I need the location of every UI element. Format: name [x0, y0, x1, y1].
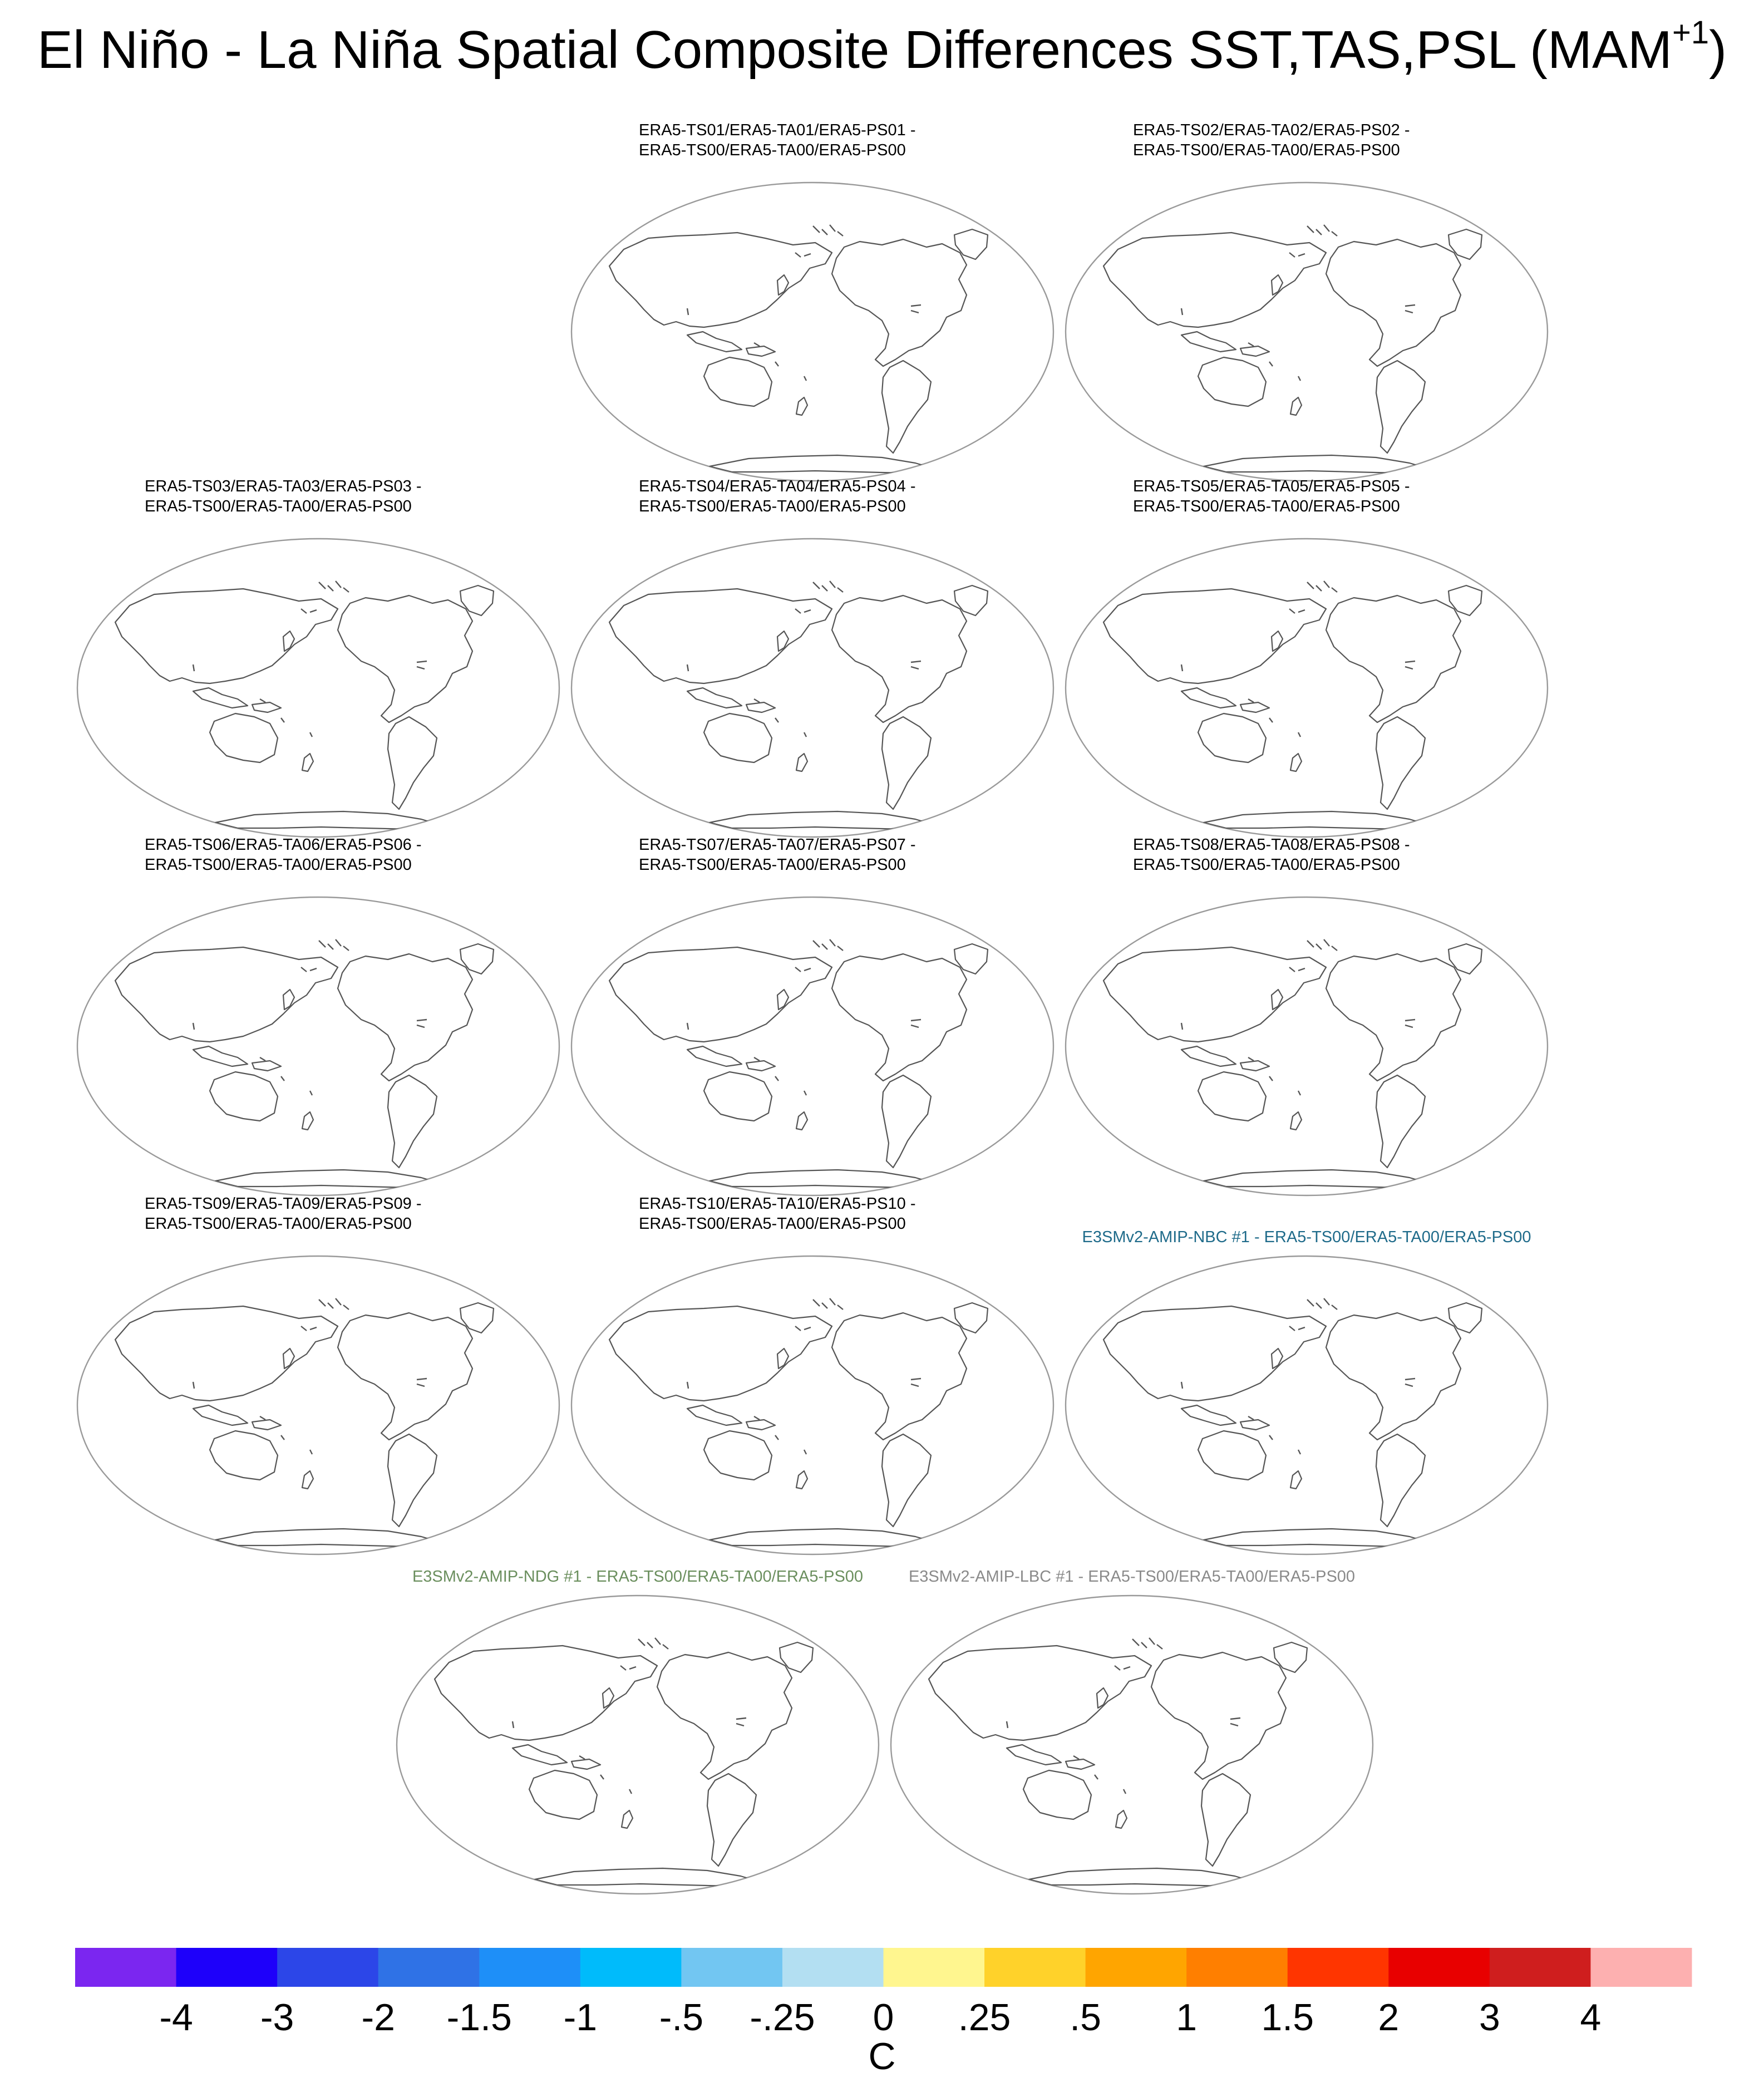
- colorbar-units-label: C: [868, 2035, 896, 2078]
- map-ts10: [570, 1255, 1055, 1556]
- panel-title-ts09: [145, 1194, 422, 1234]
- colorbar-tick-label: -1.5: [446, 1996, 512, 2039]
- panel-title-line1: ERA5-TS06/ERA5-TA06/ERA5-PS06 -: [145, 836, 422, 854]
- colorbar-segment: [1388, 1948, 1490, 1987]
- map-ts05: [1065, 538, 1549, 838]
- colorbar-tick-label: -1: [563, 1996, 598, 2039]
- panel-title-line2: ERA5-TS00/ERA5-TA00/ERA5-PS00: [639, 856, 906, 874]
- panel-title-line1: E3SMv2-AMIP-LBC #1 - ERA5-TS00/ERA5-TA00/ERA5-PS00: [908, 1568, 1356, 1586]
- panel-title-line2: ERA5-TS00/ERA5-TA00/ERA5-PS00: [145, 1215, 412, 1233]
- panel-title-line1: ERA5-TS02/ERA5-TA02/ERA5-PS02 -: [1133, 121, 1410, 139]
- panel-title-line2: ERA5-TS00/ERA5-TA00/ERA5-PS00: [639, 498, 906, 515]
- colorbar-tick-label: 4: [1580, 1996, 1602, 2039]
- page-title-end: ): [1709, 20, 1727, 80]
- colorbar-segment: [681, 1948, 782, 1987]
- colorbar-tick-label: .25: [958, 1996, 1011, 2039]
- page-title-main: El Niño - La Niña Spatial Composite Differences SST,TAS,PSL (MAM: [37, 20, 1672, 80]
- colorbar-segment: [984, 1948, 1086, 1987]
- page-title: [0, 14, 1764, 83]
- panel-title-line1: ERA5-TS01/ERA5-TA01/ERA5-PS01 -: [639, 121, 916, 139]
- colorbar-tick-label: -2: [361, 1996, 395, 2039]
- panel-title-ts03: [145, 476, 422, 516]
- panel-title-ts07: [639, 835, 916, 875]
- map-boundary: [1066, 1256, 1548, 1554]
- panel-title-line2: ERA5-TS00/ERA5-TA00/ERA5-PS00: [639, 1215, 906, 1233]
- map-boundary: [77, 539, 559, 837]
- colorbar-segment: [176, 1948, 278, 1987]
- colorbar-segment: [1186, 1948, 1288, 1987]
- map-ndg: [396, 1594, 880, 1895]
- colorbar-tick-label: 2: [1378, 1996, 1400, 2039]
- map-boundary: [1066, 897, 1548, 1195]
- map-ts09: [76, 1255, 560, 1556]
- colorbar-tick-label: 0: [873, 1996, 894, 2039]
- colorbar-tick-label: -3: [260, 1996, 294, 2039]
- panel-title-line2: ERA5-TS00/ERA5-TA00/ERA5-PS00: [1133, 856, 1400, 874]
- map-boundary: [571, 539, 1053, 837]
- panel-title-line1: ERA5-TS08/ERA5-TA08/ERA5-PS08 -: [1133, 836, 1410, 854]
- colorbar-tick-label: -.25: [750, 1996, 815, 2039]
- panel-title-line1: ERA5-TS04/ERA5-TA04/ERA5-PS04 -: [639, 478, 916, 495]
- colorbar-tick-label: 1.5: [1261, 1996, 1314, 2039]
- colorbar-tick-label: 3: [1479, 1996, 1500, 2039]
- map-boundary: [571, 897, 1053, 1195]
- colorbar-segment: [378, 1948, 480, 1987]
- map-ts07: [570, 896, 1055, 1197]
- panel-title-nbc: [1082, 1227, 1531, 1247]
- colorbar-tick-label: -4: [159, 1996, 193, 2039]
- map-boundary: [397, 1596, 879, 1894]
- panel-title-ts04: [639, 476, 916, 516]
- panel-title-line2: ERA5-TS00/ERA5-TA00/ERA5-PS00: [145, 856, 412, 874]
- colorbar-segment: [1086, 1948, 1187, 1987]
- panel-title-line2: ERA5-TS00/ERA5-TA00/ERA5-PS00: [1133, 141, 1400, 159]
- map-boundary: [1066, 183, 1548, 481]
- panel-title-line1: ERA5-TS09/ERA5-TA09/ERA5-PS09 -: [145, 1195, 422, 1213]
- map-ts02: [1065, 181, 1549, 482]
- panel-title-line1: E3SMv2-AMIP-NDG #1 - ERA5-TS00/ERA5-TA00/ERA5-PS00: [412, 1568, 864, 1586]
- map-ts08: [1065, 896, 1549, 1197]
- panel-title-ndg: [412, 1567, 863, 1587]
- colorbar-segment: [277, 1948, 378, 1987]
- map-boundary: [571, 1256, 1053, 1554]
- panel-title-ts02: [1133, 120, 1410, 160]
- map-boundary: [77, 897, 559, 1195]
- panel-title-line2: ERA5-TS00/ERA5-TA00/ERA5-PS00: [639, 141, 906, 159]
- panel-title-line1: ERA5-TS03/ERA5-TA03/ERA5-PS03 -: [145, 478, 422, 495]
- panel-title-ts06: [145, 835, 422, 875]
- map-boundary: [571, 183, 1053, 481]
- colorbar-segment: [1590, 1948, 1692, 1987]
- colorbar-segment: [479, 1948, 580, 1987]
- map-nbc: [1065, 1255, 1549, 1556]
- page-title-superscript: +1: [1672, 14, 1709, 51]
- panel-title-ts10: [639, 1194, 916, 1234]
- colorbar-tick-label: -.5: [659, 1996, 704, 2039]
- colorbar-tick-label: .5: [1070, 1996, 1101, 2039]
- panel-title-line1: ERA5-TS05/ERA5-TA05/ERA5-PS05 -: [1133, 478, 1410, 495]
- colorbar-segment: [782, 1948, 884, 1987]
- map-lbc: [890, 1594, 1374, 1895]
- panel-title-line1: ERA5-TS07/ERA5-TA07/ERA5-PS07 -: [639, 836, 916, 854]
- panel-title-lbc: [909, 1567, 1355, 1587]
- colorbar-segment: [1288, 1948, 1389, 1987]
- panel-title-ts05: [1133, 476, 1410, 516]
- panel-title-line2: ERA5-TS00/ERA5-TA00/ERA5-PS00: [145, 498, 412, 515]
- colorbar-segment: [884, 1948, 985, 1987]
- map-ts03: [76, 538, 560, 838]
- map-ts04: [570, 538, 1055, 838]
- map-boundary: [1066, 539, 1548, 837]
- panel-title-line2: ERA5-TS00/ERA5-TA00/ERA5-PS00: [1133, 498, 1400, 515]
- panel-title-ts01: [639, 120, 916, 160]
- panel-title-line1: ERA5-TS10/ERA5-TA10/ERA5-PS10 -: [639, 1195, 916, 1213]
- colorbar-tick-label: 1: [1176, 1996, 1198, 2039]
- map-ts01: [570, 181, 1055, 482]
- map-boundary: [77, 1256, 559, 1554]
- map-ts06: [76, 896, 560, 1197]
- map-boundary: [891, 1596, 1373, 1894]
- colorbar-segment: [580, 1948, 682, 1987]
- colorbar-segment: [1490, 1948, 1591, 1987]
- panel-title-ts08: [1133, 835, 1410, 875]
- colorbar: [75, 1948, 1692, 1987]
- colorbar-segment: [75, 1948, 176, 1987]
- panel-title-line1: E3SMv2-AMIP-NBC #1 - ERA5-TS00/ERA5-TA00/ERA5-PS00: [1082, 1228, 1531, 1246]
